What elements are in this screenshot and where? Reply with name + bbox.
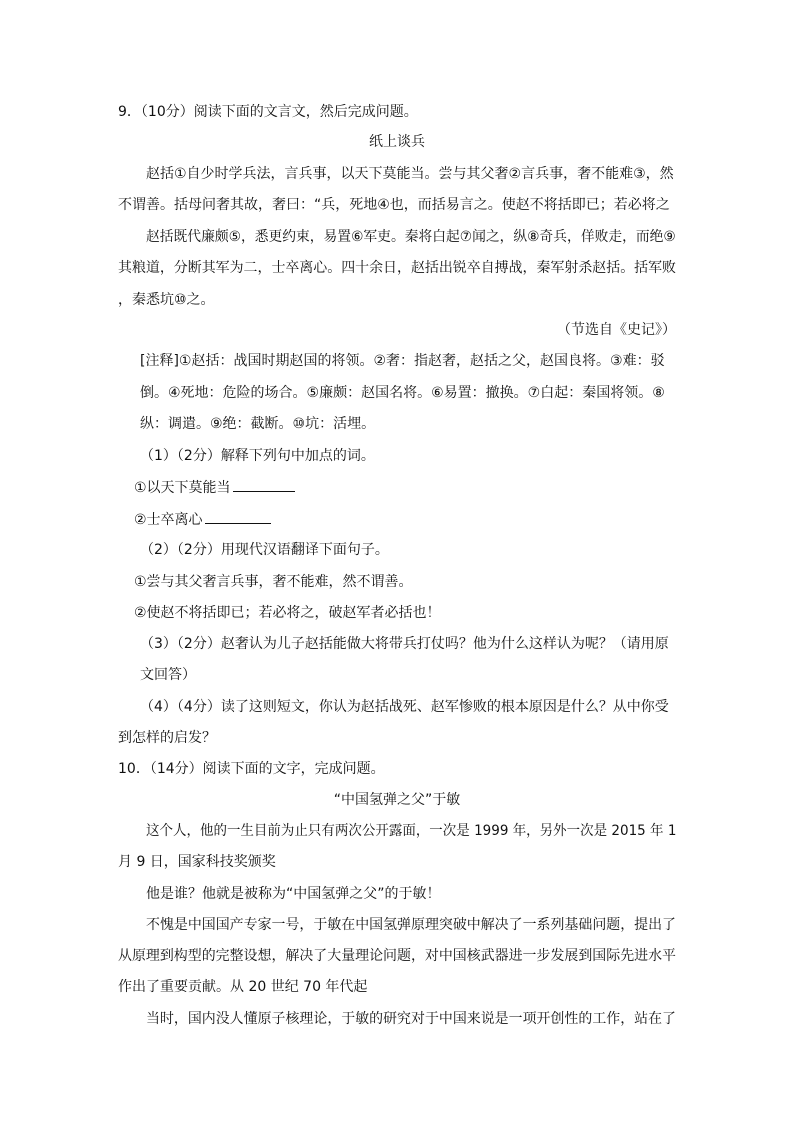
answer-blank[interactable] — [233, 477, 295, 492]
q9-sub4-line: 到怎样的启发？ — [118, 730, 216, 746]
q9-sub4-line: （4）（4分）读了这则短文，你认为赵括战死、赵军惨败的根本原因是什么？从中你受 — [140, 699, 669, 715]
q9-passage-line: ，秦悉坑⑩之。 — [118, 292, 215, 308]
q10-passage-line: 当时，国内没人懂原子核理论，于敏的研究对于中国来说是一项开创性的工作，站在了 — [146, 1011, 676, 1027]
q10-passage-line: 作出了重要贡献。从 20 世纪 70 年代起 — [118, 979, 368, 995]
q9-source: （节选自《史记》） — [557, 322, 676, 338]
q9-title: 纸上谈兵 — [369, 134, 425, 150]
q9-passage-line: 赵括①自少时学兵法，言兵事，以天下莫能当。尝与其父奢②言兵事，奢不能难③，然 — [146, 166, 674, 182]
q9-passage-line: 不谓善。括母问奢其故，奢曰：“兵，死地④也，而括易言之。使赵不将括即已；若必将之 — [118, 197, 670, 213]
q9-notes-line: 倒。④死地：危险的场合。⑤廉颇：赵国名将。⑥易置：撤换。⑦白起：秦国将领。⑧ — [140, 385, 665, 401]
q10-passage-line: 他是谁？他就是被称为“中国氢弹之父”的于敏！ — [146, 886, 441, 902]
q9-sub3-line: （3）（2分）赵奢认为儿子赵括能做大将带兵打仗吗？他为什么这样认为呢？（请用原 — [140, 636, 669, 652]
answer-blank[interactable] — [205, 509, 271, 524]
q9-sub1-item: ①以天下莫能当 — [134, 477, 295, 498]
q9-passage-line: 赵括既代廉颇⑤，悉更约束，易置⑥军吏。秦将白起⑦闻之，纵⑧奇兵，佯败走，而绝⑨ — [146, 229, 676, 245]
q9-passage-line: 其粮道，分断其军为二，士卒离心。四十余日，赵括出锐卒自搏战，秦军射杀赵括。括军败 — [118, 260, 676, 276]
q10-passage-line: 从原理到构型的完整设想，解决了大量理论问题，对中国核武器进一步发展到国际先进水平 — [118, 948, 676, 964]
q10-passage-line: 这个人，他的一生目前为止只有两次公开露面，一次是 1999 年，另外一次是 2015 年 1 — [146, 823, 677, 839]
q9-sub3-line: 文回答） — [140, 667, 196, 683]
q9-header: 9．（10分）阅读下面的文言文，然后完成问题。 — [118, 104, 418, 120]
q9-sub1-item: ②士卒离心 — [134, 509, 271, 530]
q9-sub2-item: ②使赵不将括即已；若必将之，破赵军者必括也！ — [134, 605, 441, 621]
q9-sub2-prompt: （2）（2分）用现代汉语翻译下面句子。 — [140, 542, 389, 558]
q9-sub1-prompt: （1）（2分）解释下列句中加点的词。 — [140, 448, 375, 464]
q10-header: 10．（14分）阅读下面的文字，完成问题。 — [118, 761, 385, 777]
q10-title: “中国氢弹之父”于敏 — [333, 792, 461, 808]
q10-passage-line: 不愧是中国国产专家一号，于敏在中国氢弹原理突破中解决了一系列基础问题，提出了 — [146, 917, 676, 933]
q10-passage-line: 月 9 日，国家科技奖颁奖 — [118, 854, 276, 870]
q9-notes-line: 纵：调遣。⑨绝：截断。⑩坑：活埋。 — [140, 416, 376, 432]
q9-sub2-item: ①尝与其父奢言兵事，奢不能难，然不谓善。 — [134, 574, 413, 590]
q9-notes-line: [注释]①赵括：战国时期赵国的将领。②奢：指赵奢，赵括之父，赵国良将。③难：驳 — [140, 353, 665, 369]
